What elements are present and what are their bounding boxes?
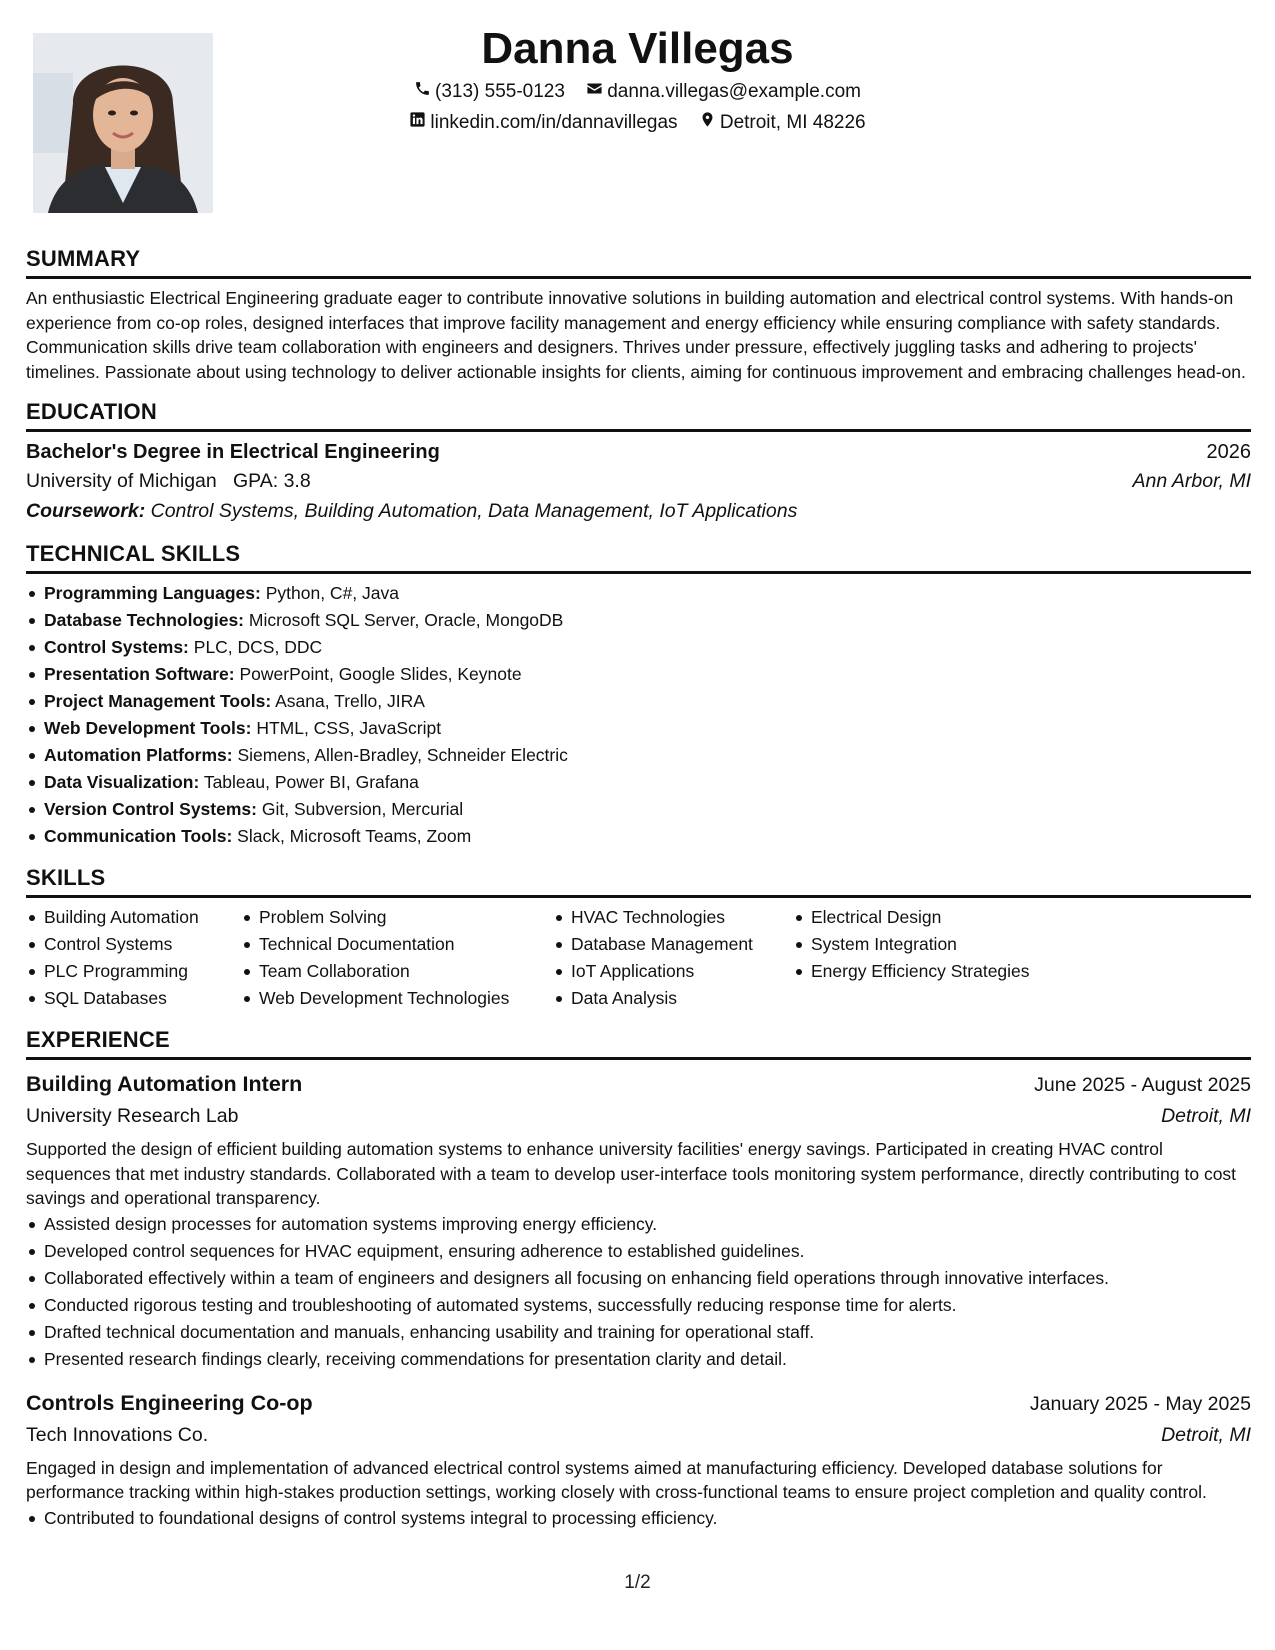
list-item: Data Analysis [553, 985, 793, 1012]
list-item: IoT Applications [553, 958, 793, 985]
list-item: Contributed to foundational designs of control systems integral to processing efficiency. [26, 1505, 1251, 1532]
school-info [26, 466, 311, 496]
school-name: University of Michigan [26, 470, 217, 492]
skill-value: Tableau, Power BI, Grafana [203, 772, 419, 792]
skill-value: Microsoft SQL Server, Oracle, MongoDB [248, 610, 564, 630]
education-section [26, 398, 1251, 526]
list-item: HVAC Technologies [553, 904, 793, 931]
skills-column-3 [553, 904, 793, 1012]
skills-section [26, 864, 1251, 1012]
list-item [26, 607, 1251, 634]
job-title: Controls Engineering Co-op [26, 1390, 313, 1415]
list-item: Collaborated effectively within a team of engineers and designers all focusing on enhancing field operations through innovative interfaces. [26, 1265, 1251, 1292]
list-item: PLC Programming [26, 958, 241, 985]
list-item: Team Collaboration [241, 958, 553, 985]
school-location: Ann Arbor, MI [1132, 470, 1251, 492]
skill-value: Python, C#, Java [265, 583, 399, 603]
list-item: Electrical Design [793, 904, 1053, 931]
coursework-list: Control Systems, Building Automation, Data Management, IoT Applications [150, 500, 798, 522]
list-item: Assisted design processes for automation systems improving energy efficiency. [26, 1211, 1251, 1238]
coursework-label: Coursework: [26, 500, 146, 522]
job-location: Detroit, MI [1161, 1105, 1251, 1127]
email-text: danna.villegas@example.com [607, 81, 861, 102]
skill-value: Git, Subversion, Mercurial [261, 799, 464, 819]
job-bullets [26, 1505, 1251, 1532]
skill-label: Project Management Tools: [44, 691, 272, 711]
job-bullets [26, 1211, 1251, 1373]
job-dates: January 2025 - May 2025 [1029, 1392, 1251, 1415]
skill-label: Web Development Tools: [44, 718, 252, 738]
candidate-name: Danna Villegas [481, 24, 794, 73]
list-item [26, 580, 1251, 607]
list-item [26, 688, 1251, 715]
job-company-row [26, 1420, 1251, 1450]
linkedin-text: linkedin.com/in/dannavillegas [430, 112, 678, 133]
email-contact[interactable] [586, 79, 861, 105]
job-title: Building Automation Intern [26, 1072, 303, 1096]
skills-column-4 [793, 904, 1053, 1012]
list-item: Presented research findings clearly, receiving commendations for presentation clarity and detail. [26, 1346, 1251, 1373]
school-row [26, 466, 1251, 496]
skill-label: Presentation Software: [44, 664, 235, 684]
list-item: Building Automation [26, 904, 241, 931]
location-text: Detroit, MI 48226 [719, 112, 866, 133]
page-number: 1/2 [624, 1572, 651, 1593]
skill-value: Asana, Trello, JIRA [275, 691, 425, 711]
technical-skills-section [26, 540, 1251, 850]
job-description: Supported the design of efficient building automation systems to enhance university facilities' energy savings. Participated in creating HVAC control sequences that met industry standards. Collaborated with a team to develop user-interface tools monitoring system performance, directly contributing to cost savings and operational transparency. [26, 1139, 1237, 1208]
contact-row-2 [0, 110, 1275, 136]
skill-value: Slack, Microsoft Teams, Zoom [237, 826, 472, 846]
map-pin-icon [699, 110, 720, 136]
summary-section [26, 245, 1251, 384]
coursework [26, 496, 1251, 526]
list-item [26, 769, 1251, 796]
phone-contact [414, 79, 565, 105]
skill-label: Communication Tools: [44, 826, 233, 846]
experience-heading: EXPERIENCE [26, 1026, 1251, 1060]
list-item: Web Development Technologies [241, 985, 553, 1012]
skill-value: Siemens, Allen-Bradley, Schneider Electric [237, 745, 568, 765]
list-item [26, 796, 1251, 823]
envelope-icon [586, 79, 607, 105]
list-item [26, 634, 1251, 661]
list-item: Problem Solving [241, 904, 553, 931]
skill-label: Automation Platforms: [44, 745, 233, 765]
list-item: Energy Efficiency Strategies [793, 958, 1053, 985]
list-item [26, 661, 1251, 688]
job-header [26, 1068, 1251, 1101]
skills-column-2 [241, 904, 553, 1012]
education-heading: EDUCATION [26, 398, 1251, 432]
job-location: Detroit, MI [1161, 1423, 1251, 1446]
list-item: SQL Databases [26, 985, 241, 1012]
experience-section [26, 1026, 1251, 1532]
job-entry [26, 1068, 1251, 1373]
list-item [26, 742, 1251, 769]
linkedin-contact[interactable] [409, 110, 677, 136]
list-item: Conducted rigorous testing and troubleshooting of automated systems, successfully reducing response time for alerts. [26, 1292, 1251, 1319]
list-item: Developed control sequences for HVAC equipment, ensuring adherence to established guidelines. [26, 1238, 1251, 1265]
skills-heading: SKILLS [26, 864, 1251, 898]
phone-icon [414, 79, 435, 105]
skills-grid [26, 904, 1251, 1012]
skill-label: Control Systems: [44, 637, 189, 657]
job-header [26, 1387, 1251, 1420]
skill-value: HTML, CSS, JavaScript [256, 718, 442, 738]
company-name: Tech Innovations Co. [26, 1423, 209, 1446]
list-item: Technical Documentation [241, 931, 553, 958]
list-item [26, 823, 1251, 850]
list-item: System Integration [793, 931, 1053, 958]
degree-row [26, 438, 1251, 466]
summary-heading: SUMMARY [26, 245, 1251, 279]
skill-value: PLC, DCS, DDC [193, 637, 323, 657]
phone-text: (313) 555-0123 [435, 81, 565, 102]
list-item [26, 715, 1251, 742]
skill-label: Data Visualization: [44, 772, 200, 792]
job-dates: June 2025 - August 2025 [1034, 1074, 1251, 1096]
list-item: Drafted technical documentation and manuals, enhancing usability and training for operational staff. [26, 1319, 1251, 1346]
resume-content [26, 245, 1251, 1546]
summary-text: An enthusiastic Electrical Engineering graduate eager to contribute innovative solutions in building automation and electrical control systems. With hands-on experience from co-op roles, designed interfaces that improve facility management and energy efficiency while ensuring compliance with safety standards. Communication skills drive team collaboration with engineers and designers. Thrives under pressure, effectively juggling tasks and adhering to projects' timelines. Passionate about using technology to deliver actionable insights for clients, aiming for continuous improvement and embracing challenges head-on. [26, 288, 1246, 382]
job-entry [26, 1387, 1251, 1532]
list-item: Database Management [553, 931, 793, 958]
skill-label: Database Technologies: [44, 610, 245, 630]
skills-column-1 [26, 904, 241, 1012]
graduation-year: 2026 [1206, 441, 1251, 463]
location-contact [699, 110, 866, 136]
skill-label: Programming Languages: [44, 583, 261, 603]
list-item: Control Systems [26, 931, 241, 958]
contact-row-1 [0, 79, 1275, 105]
technical-skills-heading: TECHNICAL SKILLS [26, 540, 1251, 574]
job-description: Engaged in design and implementation of advanced electrical control systems aimed at manufacturing efficiency. Developed database solutions for performance tracking within high-stakes production settings, working closely with cross-functional teams to ensure project completion and quality control. [26, 1457, 1207, 1502]
company-name: University Research Lab [26, 1105, 239, 1127]
gpa: GPA: 3.8 [233, 470, 311, 492]
degree-name: Bachelor's Degree in Electrical Engineering [26, 441, 440, 463]
linkedin-icon [409, 110, 430, 136]
job-company-row [26, 1101, 1251, 1131]
skill-label: Version Control Systems: [44, 799, 257, 819]
technical-skills-list [26, 580, 1251, 850]
skill-value: PowerPoint, Google Slides, Keynote [239, 664, 522, 684]
